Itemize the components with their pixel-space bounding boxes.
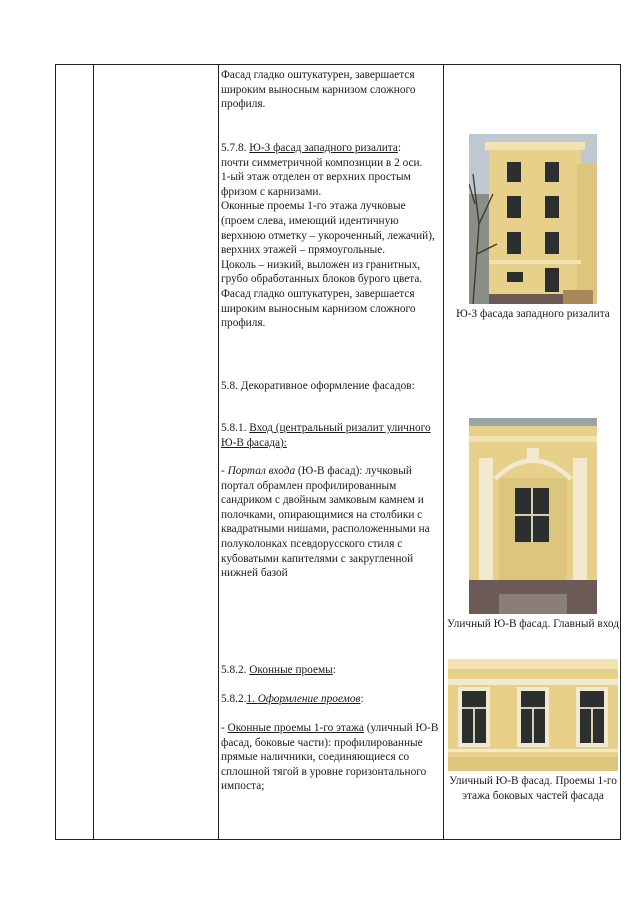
paragraph-portal: - Портал входа (Ю-В фасад): лучковый портал обрамлен профилированным сандриком с двойным замковым камнем и полочками, опирающимися на столбики с квадратными нишами, расположенными на полуколонках псевдорусского стиля с кубоватыми капителями с закругленной нижней базой [221, 465, 430, 580]
column-divider-3 [443, 65, 444, 839]
photo-sw-facade [469, 134, 597, 304]
section-5-8-2-1: 5.8.2.1. Оформление проемов: [221, 693, 364, 705]
photo3-caption: Уличный Ю-В фасад. Проемы 1-го этажа боковых частей фасада [449, 775, 617, 802]
document-table [55, 64, 621, 840]
section-5-8: 5.8. Декоративное оформление фасадов: [221, 380, 415, 392]
photo1-cell [446, 134, 620, 322]
photo2-cell [446, 418, 620, 632]
paragraph-windows: - Оконные проемы 1-го этажа (уличный Ю-В фасад, боковые части): профилированные прямые наличники, соединяющиеся со сплошной тягой в уровне горизонтального импоста; [221, 722, 439, 793]
photo3-cell [446, 659, 620, 803]
section-5-8-1: 5.8.1. Вход (центральный ризалит уличного Ю-В фасада): [221, 422, 431, 449]
section-5-7-8: 5.7.8. Ю-З фасад западного ризалита: почти симметричной композиции в 2 оси. 1-ый этаж отделен от верхних простым фризом с карнизами. Оконные проемы 1-го этажа лучковые (проем слева, имеющий идентичную верхнюю отметку – укороченный, лежачий), верхних этажей – прямоугольные. Цоколь – низкий, выложен из гранитных, грубо обработанных блоков бурого цвета. Фасад гладко оштукатурен, завершается широким выносным карнизом сложного профиля. [221, 142, 435, 330]
photo-main-entrance [469, 418, 597, 614]
photo1-caption: Ю-З фасада западного ризалита [456, 308, 610, 320]
column-divider-2 [218, 65, 219, 839]
column-divider-1 [93, 65, 94, 839]
paragraph-facade-finish: Фасад гладко оштукатурен, завершается широким выносным карнизом сложного профиля. [221, 69, 416, 111]
photo-side-windows [448, 659, 618, 771]
section-title: Ю-З фасад западного ризалита [249, 142, 398, 154]
section-5-8-2: 5.8.2. Оконные проемы: [221, 664, 336, 676]
photo2-caption: Уличный Ю-В фасад. Главный вход [446, 618, 620, 630]
